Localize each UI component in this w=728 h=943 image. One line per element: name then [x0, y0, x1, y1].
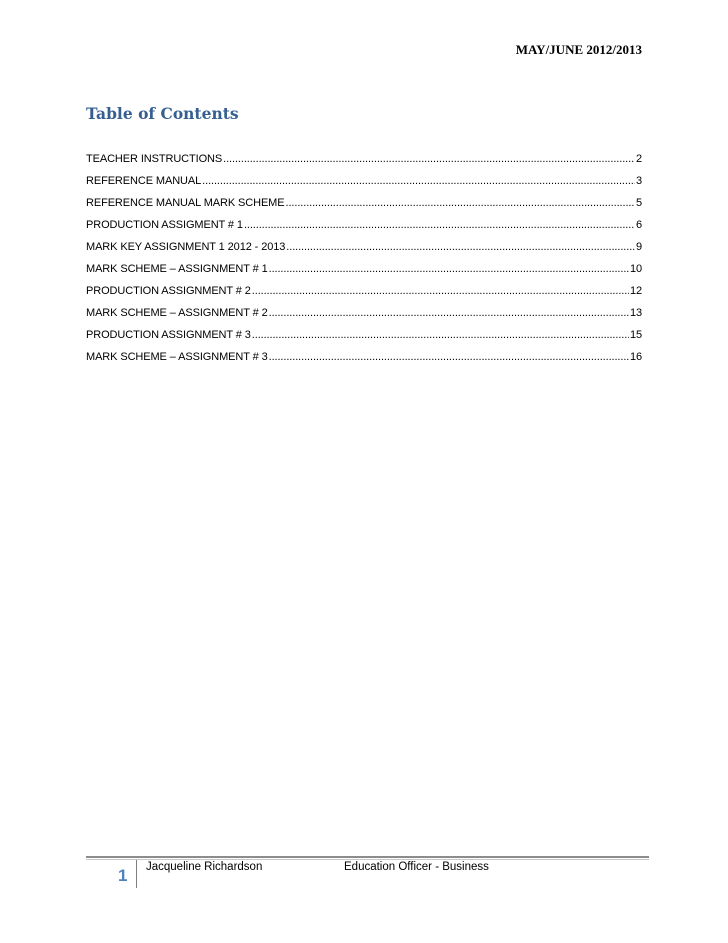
- toc-entry-page: 5: [635, 197, 642, 209]
- toc-leader-dots: [269, 263, 629, 275]
- toc-entry-page: 9: [635, 241, 642, 253]
- toc-leader-dots: [269, 307, 629, 319]
- toc-entry-reference-manual[interactable]: [86, 175, 642, 197]
- toc-leader-dots: [269, 351, 629, 363]
- footer-page-number: 1: [118, 866, 128, 885]
- toc-entry-page: 12: [629, 285, 642, 297]
- toc-entry-label: REFERENCE MANUAL MARK SCHEME: [86, 197, 285, 209]
- footer-vertical-divider: [136, 860, 137, 888]
- toc-entry-mark-scheme-assignment-3[interactable]: [86, 351, 642, 373]
- toc-leader-dots: [252, 329, 629, 341]
- table-of-contents: [86, 153, 642, 373]
- toc-entry-teacher-instructions[interactable]: [86, 153, 642, 175]
- toc-leader-dots: [223, 153, 635, 165]
- toc-title: Table of Contents: [86, 104, 239, 123]
- toc-leader-dots: [252, 285, 629, 297]
- toc-entry-page: 2: [635, 153, 642, 165]
- toc-leader-dots: [244, 219, 635, 231]
- footer-divider: [86, 856, 649, 858]
- footer-author-role: Education Officer - Business: [344, 861, 489, 873]
- toc-entry-page: 6: [635, 219, 642, 231]
- toc-entry-label: TEACHER INSTRUCTIONS: [86, 153, 223, 165]
- toc-entry-label: MARK SCHEME – ASSIGNMENT # 1: [86, 263, 268, 275]
- toc-entry-production-assignment-3[interactable]: [86, 329, 642, 351]
- toc-entry-production-assignment-2[interactable]: [86, 285, 642, 307]
- toc-entry-reference-manual-mark-scheme[interactable]: [86, 197, 642, 219]
- toc-leader-dots: [202, 175, 635, 187]
- toc-entry-label: REFERENCE MANUAL: [86, 175, 202, 187]
- toc-entry-mark-scheme-assignment-1[interactable]: [86, 263, 642, 285]
- toc-entry-mark-key-assignment-1[interactable]: [86, 241, 642, 263]
- toc-entry-label: PRODUCTION ASSIGNMENT # 2: [86, 285, 251, 297]
- toc-entry-label: PRODUCTION ASSIGNMENT # 3: [86, 329, 251, 341]
- toc-entry-label: MARK KEY ASSIGNMENT 1 2012 - 2013: [86, 241, 286, 253]
- toc-entry-page: 15: [629, 329, 642, 341]
- toc-entry-mark-scheme-assignment-2[interactable]: [86, 307, 642, 329]
- page-header: MAY/JUNE 2012/2013: [515, 42, 642, 57]
- toc-entry-label: MARK SCHEME – ASSIGNMENT # 2: [86, 307, 268, 319]
- toc-leader-dots: [286, 197, 635, 209]
- footer-divider-secondary: [86, 859, 649, 860]
- toc-entry-page: 10: [629, 263, 642, 275]
- footer-author-name: Jacqueline Richardson: [146, 861, 263, 873]
- toc-entry-label: PRODUCTION ASSIGMENT # 1: [86, 219, 243, 231]
- toc-entry-page: 13: [629, 307, 642, 319]
- toc-entry-page: 3: [635, 175, 642, 187]
- toc-entry-label: MARK SCHEME – ASSIGNMENT # 3: [86, 351, 268, 363]
- toc-leader-dots: [286, 241, 635, 253]
- toc-entry-page: 16: [629, 351, 642, 363]
- toc-entry-production-assignment-1[interactable]: [86, 219, 642, 241]
